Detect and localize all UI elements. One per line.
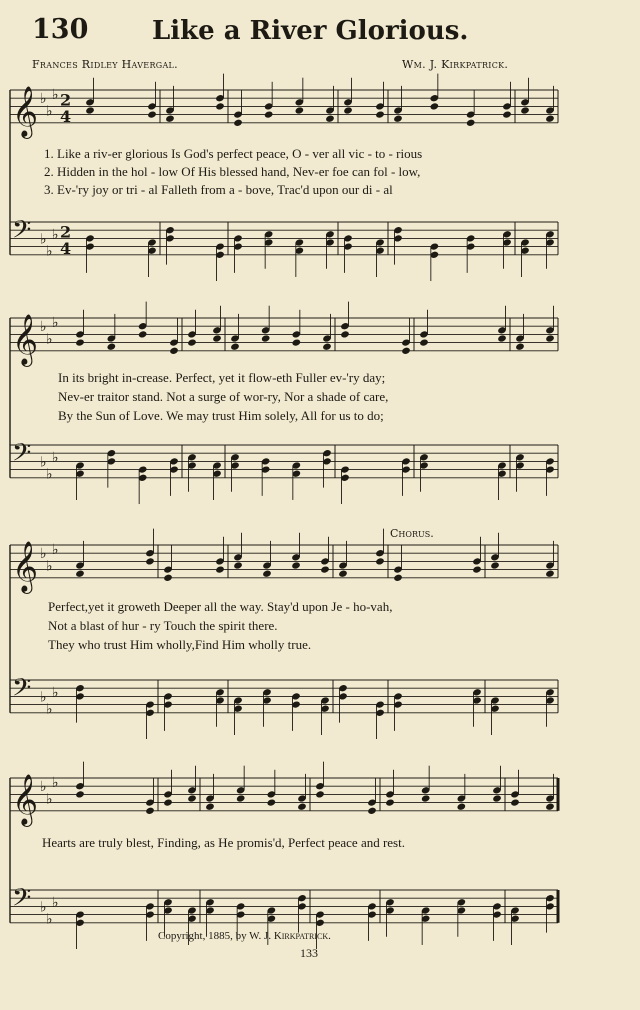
note-head: [233, 561, 243, 569]
treble-clef-icon: 𝄞: [12, 774, 39, 826]
flat-icon: ♭: [46, 791, 53, 808]
note-head: [85, 106, 95, 114]
note-head: [147, 110, 157, 118]
time-signature: 4: [60, 106, 72, 126]
note-head: [375, 557, 385, 565]
flat-icon: ♭: [52, 685, 59, 702]
note-head: [262, 570, 272, 578]
note-head: [419, 338, 429, 346]
lyric-line: By the Sun of Love. We may trust Him solely, All for us to do;: [58, 408, 384, 423]
note-head: [343, 106, 353, 114]
flat-icon: ♭: [52, 450, 59, 467]
flat-icon: ♭: [40, 899, 47, 916]
note-head: [340, 330, 350, 338]
note-head: [75, 790, 85, 798]
note-head: [212, 334, 222, 342]
treble-clef-icon: 𝄞: [12, 541, 39, 593]
flat-icon: ♭: [46, 701, 53, 718]
note-head: [497, 334, 507, 342]
note-head: [490, 561, 500, 569]
time-signature: 2: [60, 90, 72, 110]
note-head: [267, 798, 277, 806]
note-head: [230, 343, 240, 351]
note-head: [163, 798, 173, 806]
note-head: [421, 794, 431, 802]
flat-icon: ♭: [52, 227, 59, 244]
flat-icon: ♭: [52, 895, 59, 912]
note-head: [325, 115, 335, 123]
bass-clef-icon: 𝄢: [12, 673, 32, 709]
flat-icon: ♭: [46, 558, 53, 575]
note-head: [520, 106, 530, 114]
lyric-line: 3. Ev-'ry joy or tri - al Falleth from a - bove, Trac'd upon our di - al: [44, 182, 393, 197]
note-head: [187, 794, 197, 802]
note-head: [215, 565, 225, 573]
note-head: [261, 334, 271, 342]
lyric-line: Nev-er traitor stand. Not a surge of wor-ry, Nor a shade of care,: [58, 389, 389, 404]
note-head: [367, 807, 377, 815]
flat-icon: ♭: [40, 546, 47, 563]
note-head: [169, 347, 179, 355]
note-head: [291, 561, 301, 569]
note-head: [292, 338, 302, 346]
note-head: [107, 343, 117, 351]
note-head: [510, 798, 520, 806]
note-head: [393, 574, 403, 582]
hymn-title: Like a River Glorious.: [152, 16, 469, 46]
note-head: [236, 794, 246, 802]
note-head: [165, 115, 175, 123]
note-head: [385, 798, 395, 806]
note-head: [393, 115, 403, 123]
flat-icon: ♭: [40, 454, 47, 471]
hymn-number: 130: [32, 14, 89, 45]
flat-icon: ♭: [46, 331, 53, 348]
lyric-line: They who trust Him wholly,Find Him wholly true.: [48, 637, 312, 652]
note-head: [75, 570, 85, 578]
note-head: [375, 110, 385, 118]
note-head: [466, 119, 476, 127]
copyright: Copyright, 1885, by W. J. Kirkpatrick.: [158, 930, 331, 942]
flat-icon: ♭: [40, 319, 47, 336]
bass-clef-icon: 𝄢: [12, 438, 32, 474]
lyric-line: 1. Like a riv-er glorious Is God's perfect peace, O - ver all vic - to - rious: [44, 146, 423, 161]
note-head: [545, 334, 555, 342]
note-head: [187, 338, 197, 346]
flat-icon: ♭: [40, 231, 47, 248]
note-head: [515, 343, 525, 351]
hymn-author: Frances Ridley Havergal.: [32, 58, 178, 71]
note-head: [315, 790, 325, 798]
lyric-line: In its bright in-crease. Perfect, yet it flow-eth Fuller ev-'ry day;: [58, 370, 386, 385]
page-number: 133: [300, 946, 318, 960]
note-head: [322, 343, 332, 351]
flat-icon: ♭: [46, 103, 53, 120]
flat-icon: ♭: [52, 542, 59, 559]
bass-clef-icon: 𝄢: [12, 215, 32, 251]
lyric-line: Not a blast of hur - ry Touch the spirit there.: [48, 618, 278, 633]
time-signature: 4: [60, 238, 72, 258]
note-head: [545, 115, 555, 123]
note-head: [502, 110, 512, 118]
flat-icon: ♭: [52, 87, 59, 104]
flat-icon: ♭: [52, 775, 59, 792]
note-head: [492, 794, 502, 802]
note-head: [338, 570, 348, 578]
time-signature: 2: [60, 222, 72, 242]
note-head: [215, 102, 225, 110]
note-head: [457, 803, 467, 811]
note-head: [295, 106, 305, 114]
note-head: [545, 803, 555, 811]
lyric-line: Hearts are truly blest, Finding, as He promis'd, Perfect peace and rest.: [42, 835, 405, 850]
note-head: [430, 102, 440, 110]
treble-clef-icon: 𝄞: [12, 314, 39, 366]
flat-icon: ♭: [46, 911, 53, 928]
flat-icon: ♭: [52, 315, 59, 332]
lyric-line: 2. Hidden in the hol - low Of His blessed hand, Nev-er foe can fol - low,: [44, 164, 421, 179]
note-head: [545, 570, 555, 578]
note-head: [233, 119, 243, 127]
flat-icon: ♭: [40, 91, 47, 108]
treble-clef-icon: 𝄞: [12, 86, 39, 138]
flat-icon: ♭: [40, 689, 47, 706]
note-head: [145, 807, 155, 815]
note-head: [75, 338, 85, 346]
note-head: [264, 110, 274, 118]
note-head: [472, 565, 482, 573]
note-head: [320, 565, 330, 573]
note-head: [297, 803, 307, 811]
bass-clef-icon: 𝄢: [12, 883, 32, 919]
note-head: [138, 330, 148, 338]
lyric-line: Perfect,yet it groweth Deeper all the way. Stay'd upon Je - ho-vah,: [48, 599, 393, 614]
flat-icon: ♭: [46, 466, 53, 483]
note-head: [205, 803, 215, 811]
chorus-label: Chorus.: [390, 527, 434, 540]
flat-icon: ♭: [46, 243, 53, 260]
note-head: [145, 557, 155, 565]
note-head: [401, 347, 411, 355]
note-head: [163, 574, 173, 582]
hymn-composer: Wm. J. Kirkpatrick.: [402, 58, 509, 71]
flat-icon: ♭: [40, 779, 47, 796]
